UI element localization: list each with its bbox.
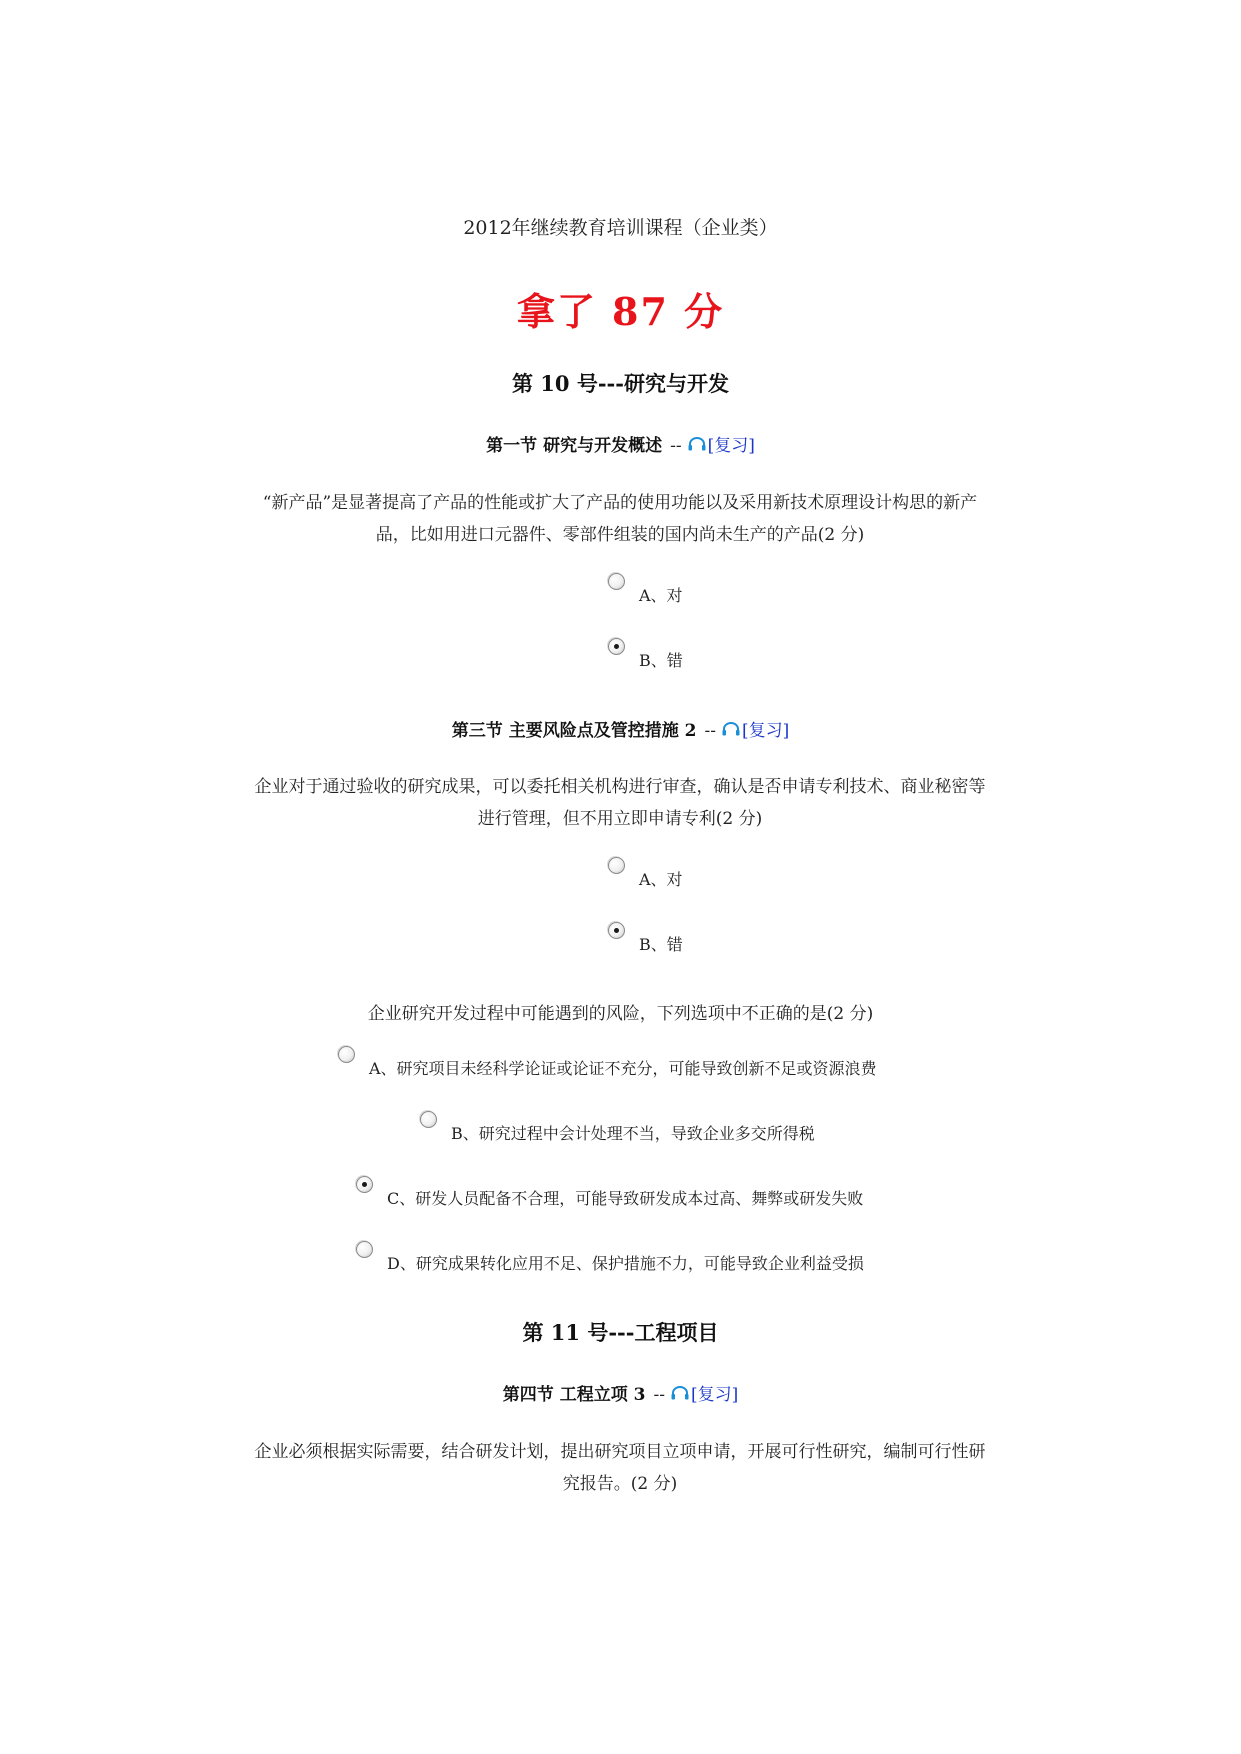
section-dash: -- xyxy=(653,1385,665,1405)
option-label: B、研究过程中会计处理不当，导致企业多交所得税 xyxy=(451,1124,815,1143)
option-label: B、错 xyxy=(639,651,683,670)
radio-button[interactable] xyxy=(420,1111,437,1128)
question-3-option-b[interactable] xyxy=(420,1121,815,1144)
radio-button[interactable] xyxy=(608,573,625,590)
section-dash: -- xyxy=(704,721,716,741)
document-title: 2012年继续教育培训课程（企业类） xyxy=(463,217,778,239)
option-label: A、研究项目未经科学论证或论证不充分，可能导致创新不足或资源浪费 xyxy=(369,1059,877,1078)
question-line: 企业对于通过验收的研究成果，可以委托相关机构进行审查，确认是否申请专利技术、商业秘密等 xyxy=(254,777,986,797)
question-4 xyxy=(235,1436,1005,1500)
score-banner: 拿了 87 分 xyxy=(516,289,725,334)
review-link[interactable] xyxy=(688,431,755,456)
question-3-option-d[interactable] xyxy=(356,1251,864,1274)
section-title: 第三节 主要风险点及管控措施 2 xyxy=(451,721,697,741)
question-line: 究报告。(2 分) xyxy=(562,1474,678,1494)
question-3-option-c[interactable] xyxy=(356,1186,863,1209)
question-line: 进行管理，但不用立即申请专利(2 分) xyxy=(477,809,763,829)
review-link[interactable] xyxy=(722,716,789,741)
option-label: A、对 xyxy=(639,586,683,605)
question-line: 企业必须根据实际需要，结合研发计划，提出研究项目立项申请，开展可行性研究，编制可行性研 xyxy=(254,1442,986,1462)
question-line: “新产品”是显著提高了产品的性能或扩大了产品的使用功能以及采用新技术原理设计构思的新产 xyxy=(262,493,978,513)
question-2-option-a[interactable] xyxy=(608,867,683,890)
question-2 xyxy=(235,771,1005,835)
headphones-icon xyxy=(671,1385,689,1400)
review-label[interactable]: [复习] xyxy=(707,436,755,456)
option-label: B、错 xyxy=(639,935,683,954)
section-heading-4 xyxy=(0,1380,1241,1405)
headphones-icon xyxy=(722,721,740,736)
review-label[interactable]: [复习] xyxy=(690,1385,739,1405)
section-title: 第四节 工程立项 3 xyxy=(502,1385,646,1405)
radio-button[interactable] xyxy=(608,638,625,655)
course-heading-11: 第 11 号---工程项目 xyxy=(522,1320,719,1345)
question-1-option-a[interactable] xyxy=(608,583,683,606)
section-dash: -- xyxy=(670,436,682,456)
question-3-text: 企业研究开发过程中可能遇到的风险，下列选项中不正确的是(2 分) xyxy=(367,1004,874,1024)
review-label[interactable]: [复习] xyxy=(741,721,790,741)
course-heading-10: 第 10 号---研究与开发 xyxy=(512,371,729,396)
review-link[interactable] xyxy=(671,1380,738,1405)
section-heading-3 xyxy=(0,716,1241,741)
radio-button[interactable] xyxy=(608,857,625,874)
radio-button[interactable] xyxy=(608,922,625,939)
radio-button[interactable] xyxy=(356,1241,373,1258)
headphones-icon xyxy=(688,436,706,451)
option-label: C、研发人员配备不合理，可能导致研发成本过高、舞弊或研发失败 xyxy=(387,1189,864,1208)
radio-button[interactable] xyxy=(338,1046,355,1063)
question-1 xyxy=(235,487,1005,551)
option-label: A、对 xyxy=(639,870,683,889)
section-title: 第一节 研究与开发概述 xyxy=(486,436,663,456)
question-2-option-b[interactable] xyxy=(608,932,683,955)
option-label: D、研究成果转化应用不足、保护措施不力，可能导致企业利益受损 xyxy=(387,1254,864,1273)
section-heading-1 xyxy=(0,431,1241,456)
radio-button[interactable] xyxy=(356,1176,373,1193)
question-1-option-b[interactable] xyxy=(608,648,683,671)
question-3-option-a[interactable] xyxy=(338,1056,877,1079)
question-line: 品，比如用进口元器件、零部件组装的国内尚未生产的产品(2 分) xyxy=(375,525,865,545)
